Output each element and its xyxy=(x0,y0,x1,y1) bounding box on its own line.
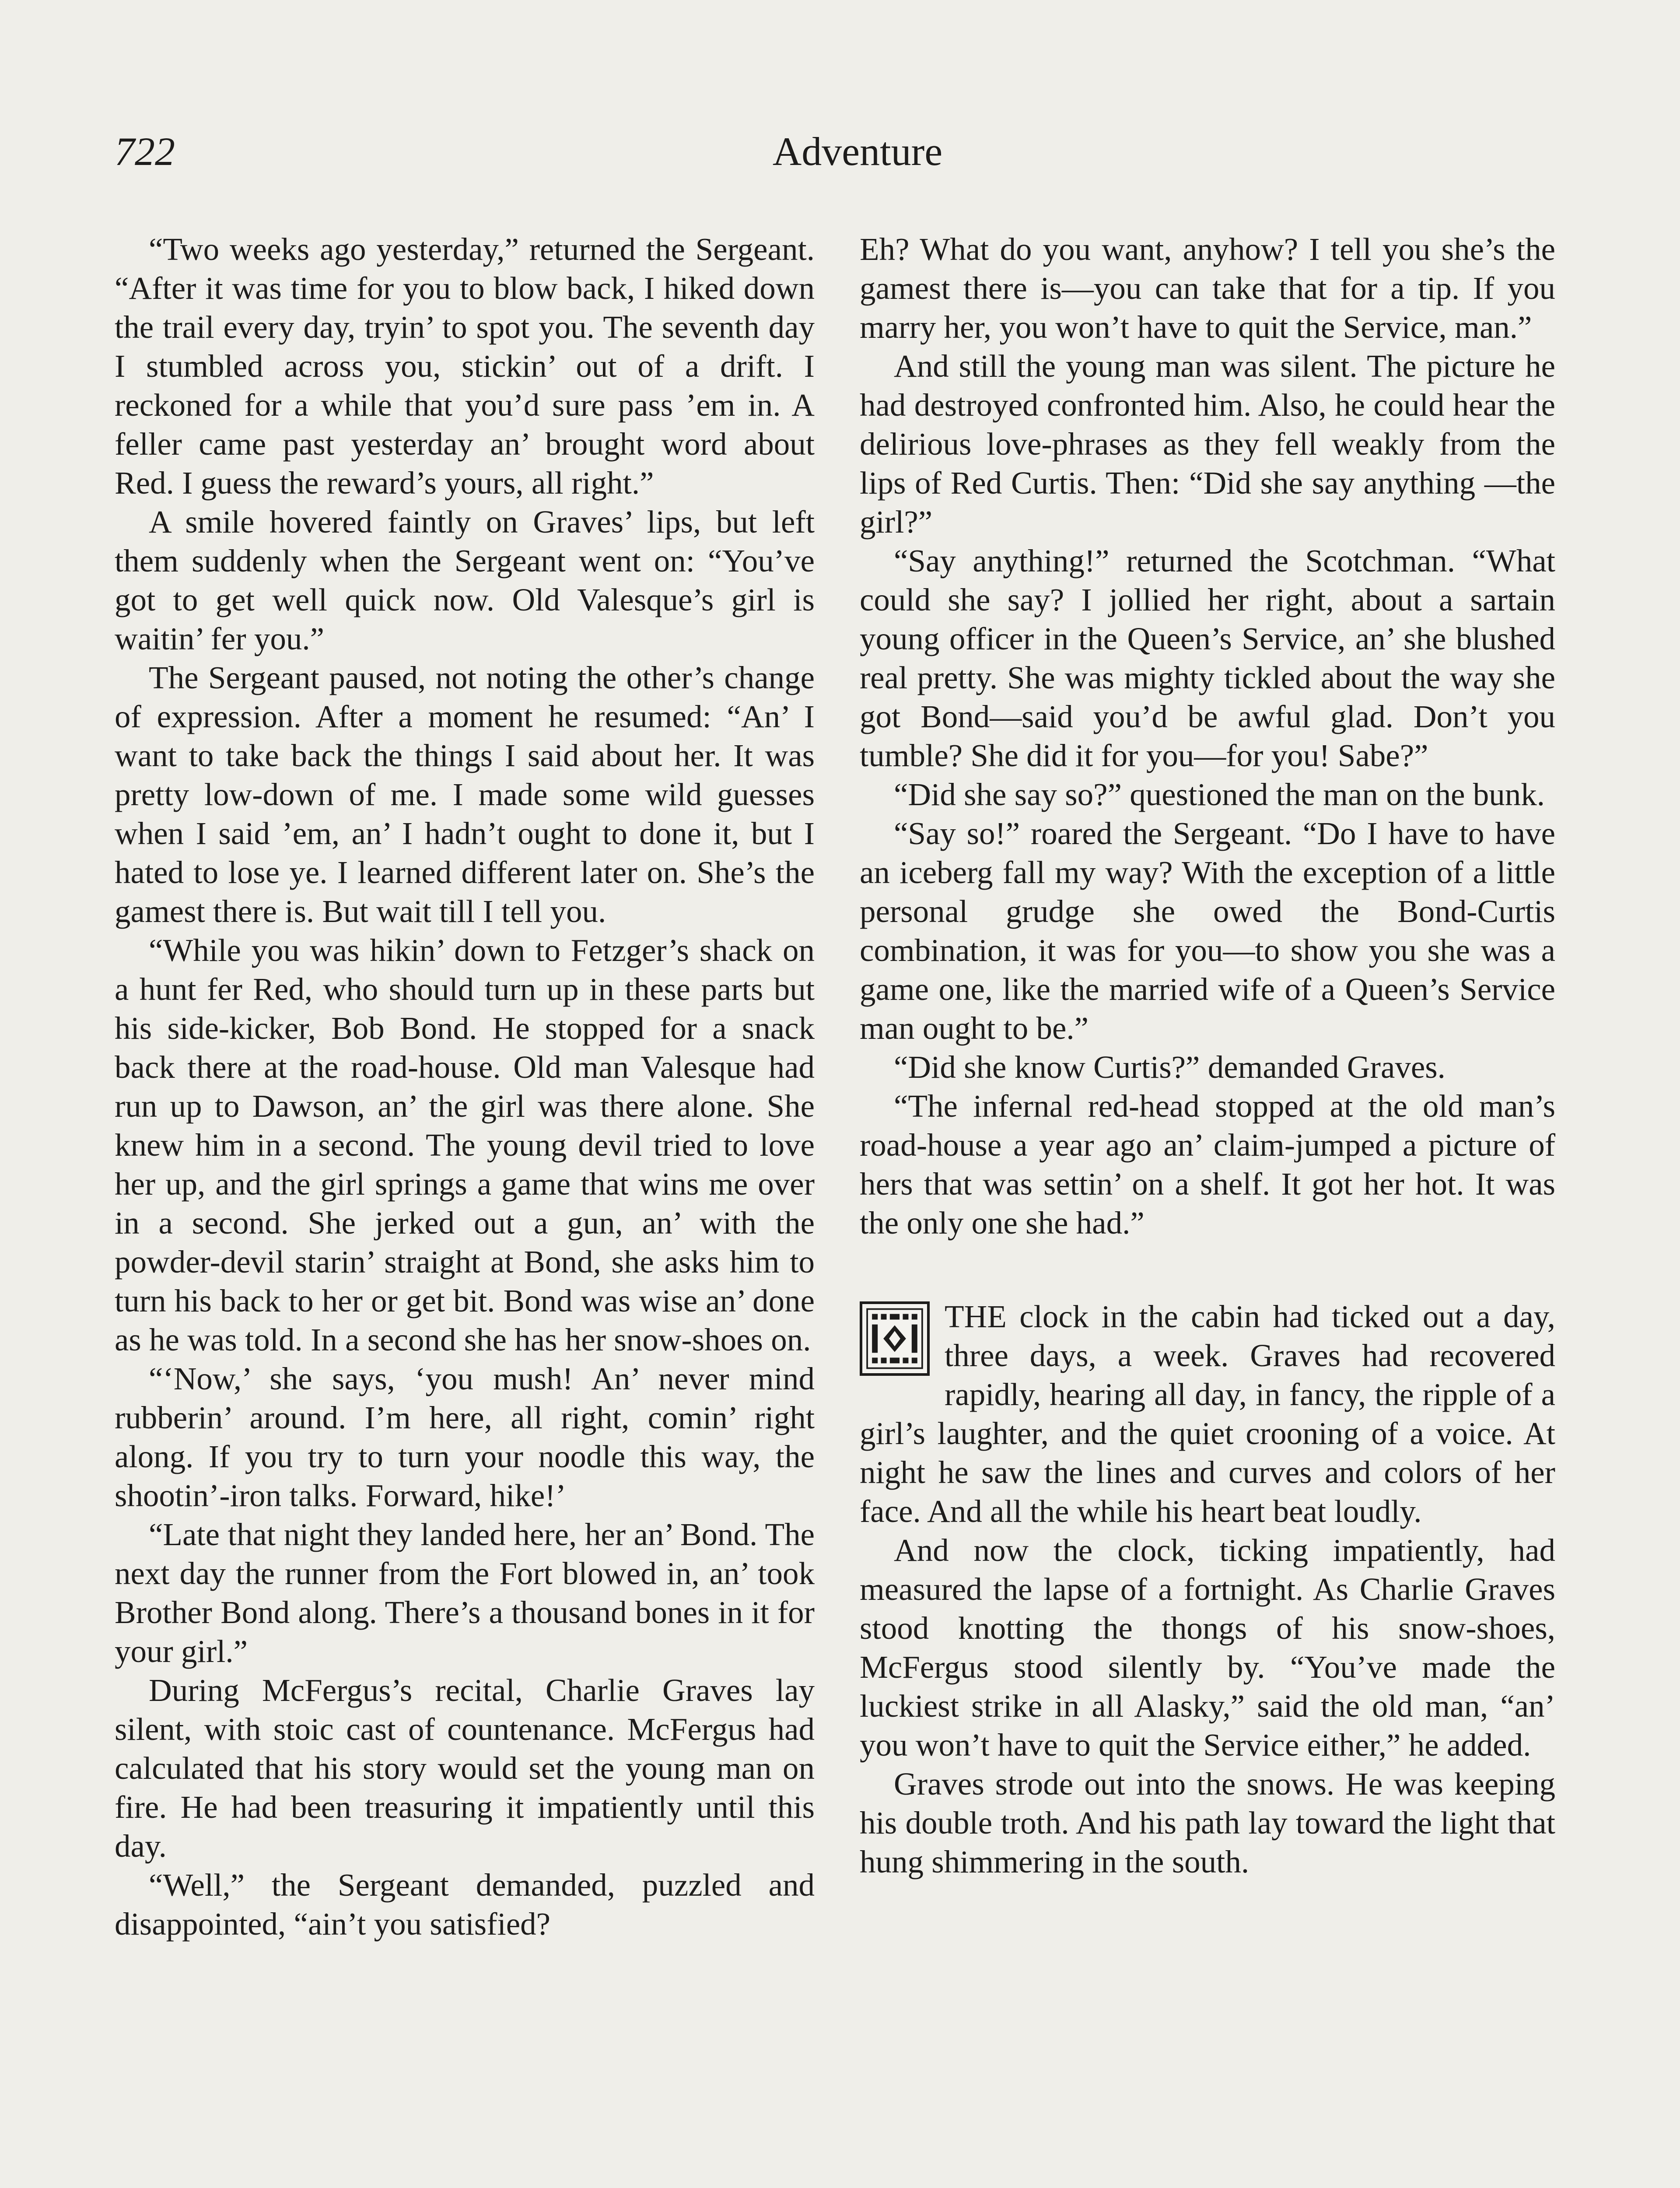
paragraph: “The infernal red-head stopped at the old man’s road-house a year ago an’ claim-jumped a picture of hers that was settin’ on a shelf. It got her hot. It was the only one she had.” xyxy=(860,1088,1555,1241)
paragraph: Graves strode out into the snows. He was keeping his double troth. And his path lay toward the light that hung shimmering in the south. xyxy=(860,1766,1555,1879)
paragraph: “Well,” the Sergeant demanded, puzzled and disappointed, “ain’t you satisfied? xyxy=(115,1867,815,1942)
paragraph: “‘Now,’ she says, ‘you mush! An’ never mind rubberin’ around. I’m here, all right, comin’ right along. If you try to turn your noodle this way, the shootin’-iron talks. Forward, hike!’ xyxy=(115,1361,815,1513)
left-column xyxy=(115,230,815,1943)
paragraph: During McFergus’s recital, Charlie Graves lay silent, with stoic cast of countenance. McFergus had calculated that his story would set the young man on fire. He had been treasuring it impatiently until this day. xyxy=(115,1673,815,1864)
paragraph: “Did she know Curtis?” demanded Graves. xyxy=(894,1049,1446,1085)
magazine-title: Adventure xyxy=(772,129,943,174)
paragraph: “Late that night they landed here, her an’ Bond. The next day the runner from the Fort blowed in, an’ took Brother Bond along. There’s a thousand bones in it for your girl.” xyxy=(115,1517,815,1669)
section-break xyxy=(860,1242,1555,1297)
paragraph: And still the young man was silent. The picture he had destroyed confronted him. Also, he could hear the delirious love-phrases as they fell weakly from the lips of Red Curtis. Then: “Did she say anything —the girl?” xyxy=(860,348,1555,540)
paragraph: Eh? What do you want, anyhow? I tell you she’s the gamest there is—you can take that for a tip. If you marry her, you won’t have to quit the Service, man.” xyxy=(860,231,1555,345)
paragraph: A smile hovered faintly on Graves’ lips, but left them suddenly when the Sergeant went on: “You’ve got to get well quick now. Old Valesque’s girl is waitin’ fer you.” xyxy=(115,504,815,656)
paragraph: “Say anything!” returned the Scotchman. “What could she say? I jollied her right, about a sartain young officer in the Queen’s Service, an’ she blushed real pretty. She was mighty tickled about the way she got Bond—said you’d be awful glad. Don’t you tumble? She did it for you—for you! Sabe?” xyxy=(860,543,1555,773)
paragraph: THE clock in the cabin had ticked out a day, three days, a week. Graves had recovered rapidly, hearing all day, in fancy, the ripple of a girl’s laughter, and the quiet crooning of a voice. At night he saw the lines and curves and colors of her face. And all the while his heart beat loudly. xyxy=(860,1299,1555,1529)
ornament-icon xyxy=(860,1301,930,1376)
paragraph: The Sergeant paused, not noting the other’s change of expression. After a moment he resumed: “An’ I want to take back the things I said about her. It was pretty low-down of me. I made some wild guesses when I said ’em, an’ I hadn’t ought to done it, but I hated to lose ye. I learned different later on. She’s the gamest there is. But wait till I tell you. xyxy=(115,660,815,929)
right-column xyxy=(860,230,1555,1881)
paragraph: “While you was hikin’ down to Fetzger’s shack on a hunt fer Red, who should turn up in these parts but his side-kicker, Bob Bond. He stopped for a snack back there at the road-house. Old man Valesque had run up to Dawson, an’ the girl was there alone. She knew him in a second. The young devil tried to love her up, and the girl springs a game that wins me over in a second. She jerked out a gun, an’ with the powder-devil starin’ straight at Bond, she asks him to turn his back to her or get bit. Bond was wise an’ done as he was told. In a second she has her snow-shoes on. xyxy=(115,933,815,1357)
paragraph: “Did she say so?” questioned the man on the bunk. xyxy=(894,777,1545,812)
paragraph: “Two weeks ago yesterday,” returned the Sergeant. “After it was time for you to blow back, I hiked down the trail every day, tryin’ to spot you. The seventh day I stumbled across you, stickin’ out of a drift. I reckoned for a while that you’d sure pass ’em in. A feller came past yesterday an’ brought word about Red. I guess the reward’s yours, all right.” xyxy=(115,231,815,501)
paragraph: And now the clock, ticking impatiently, had measured the lapse of a fortnight. As Charlie Graves stood knotting the thongs of his snow-shoes, McFergus stood silently by. “You’ve made the luckiest strike in all Alasky,” said the old man, “an’ you won’t have to quit the Service either,” he added. xyxy=(860,1532,1555,1763)
paragraph: “Say so!” roared the Sergeant. “Do I have to have an iceberg fall my way? With the exception of a little personal grudge she owed the Bond-Curtis combination, it was for you—to show you she was a game one, like the married wife of a Queen’s Service man ought to be.” xyxy=(860,816,1555,1046)
page-number: 722 xyxy=(115,129,175,174)
